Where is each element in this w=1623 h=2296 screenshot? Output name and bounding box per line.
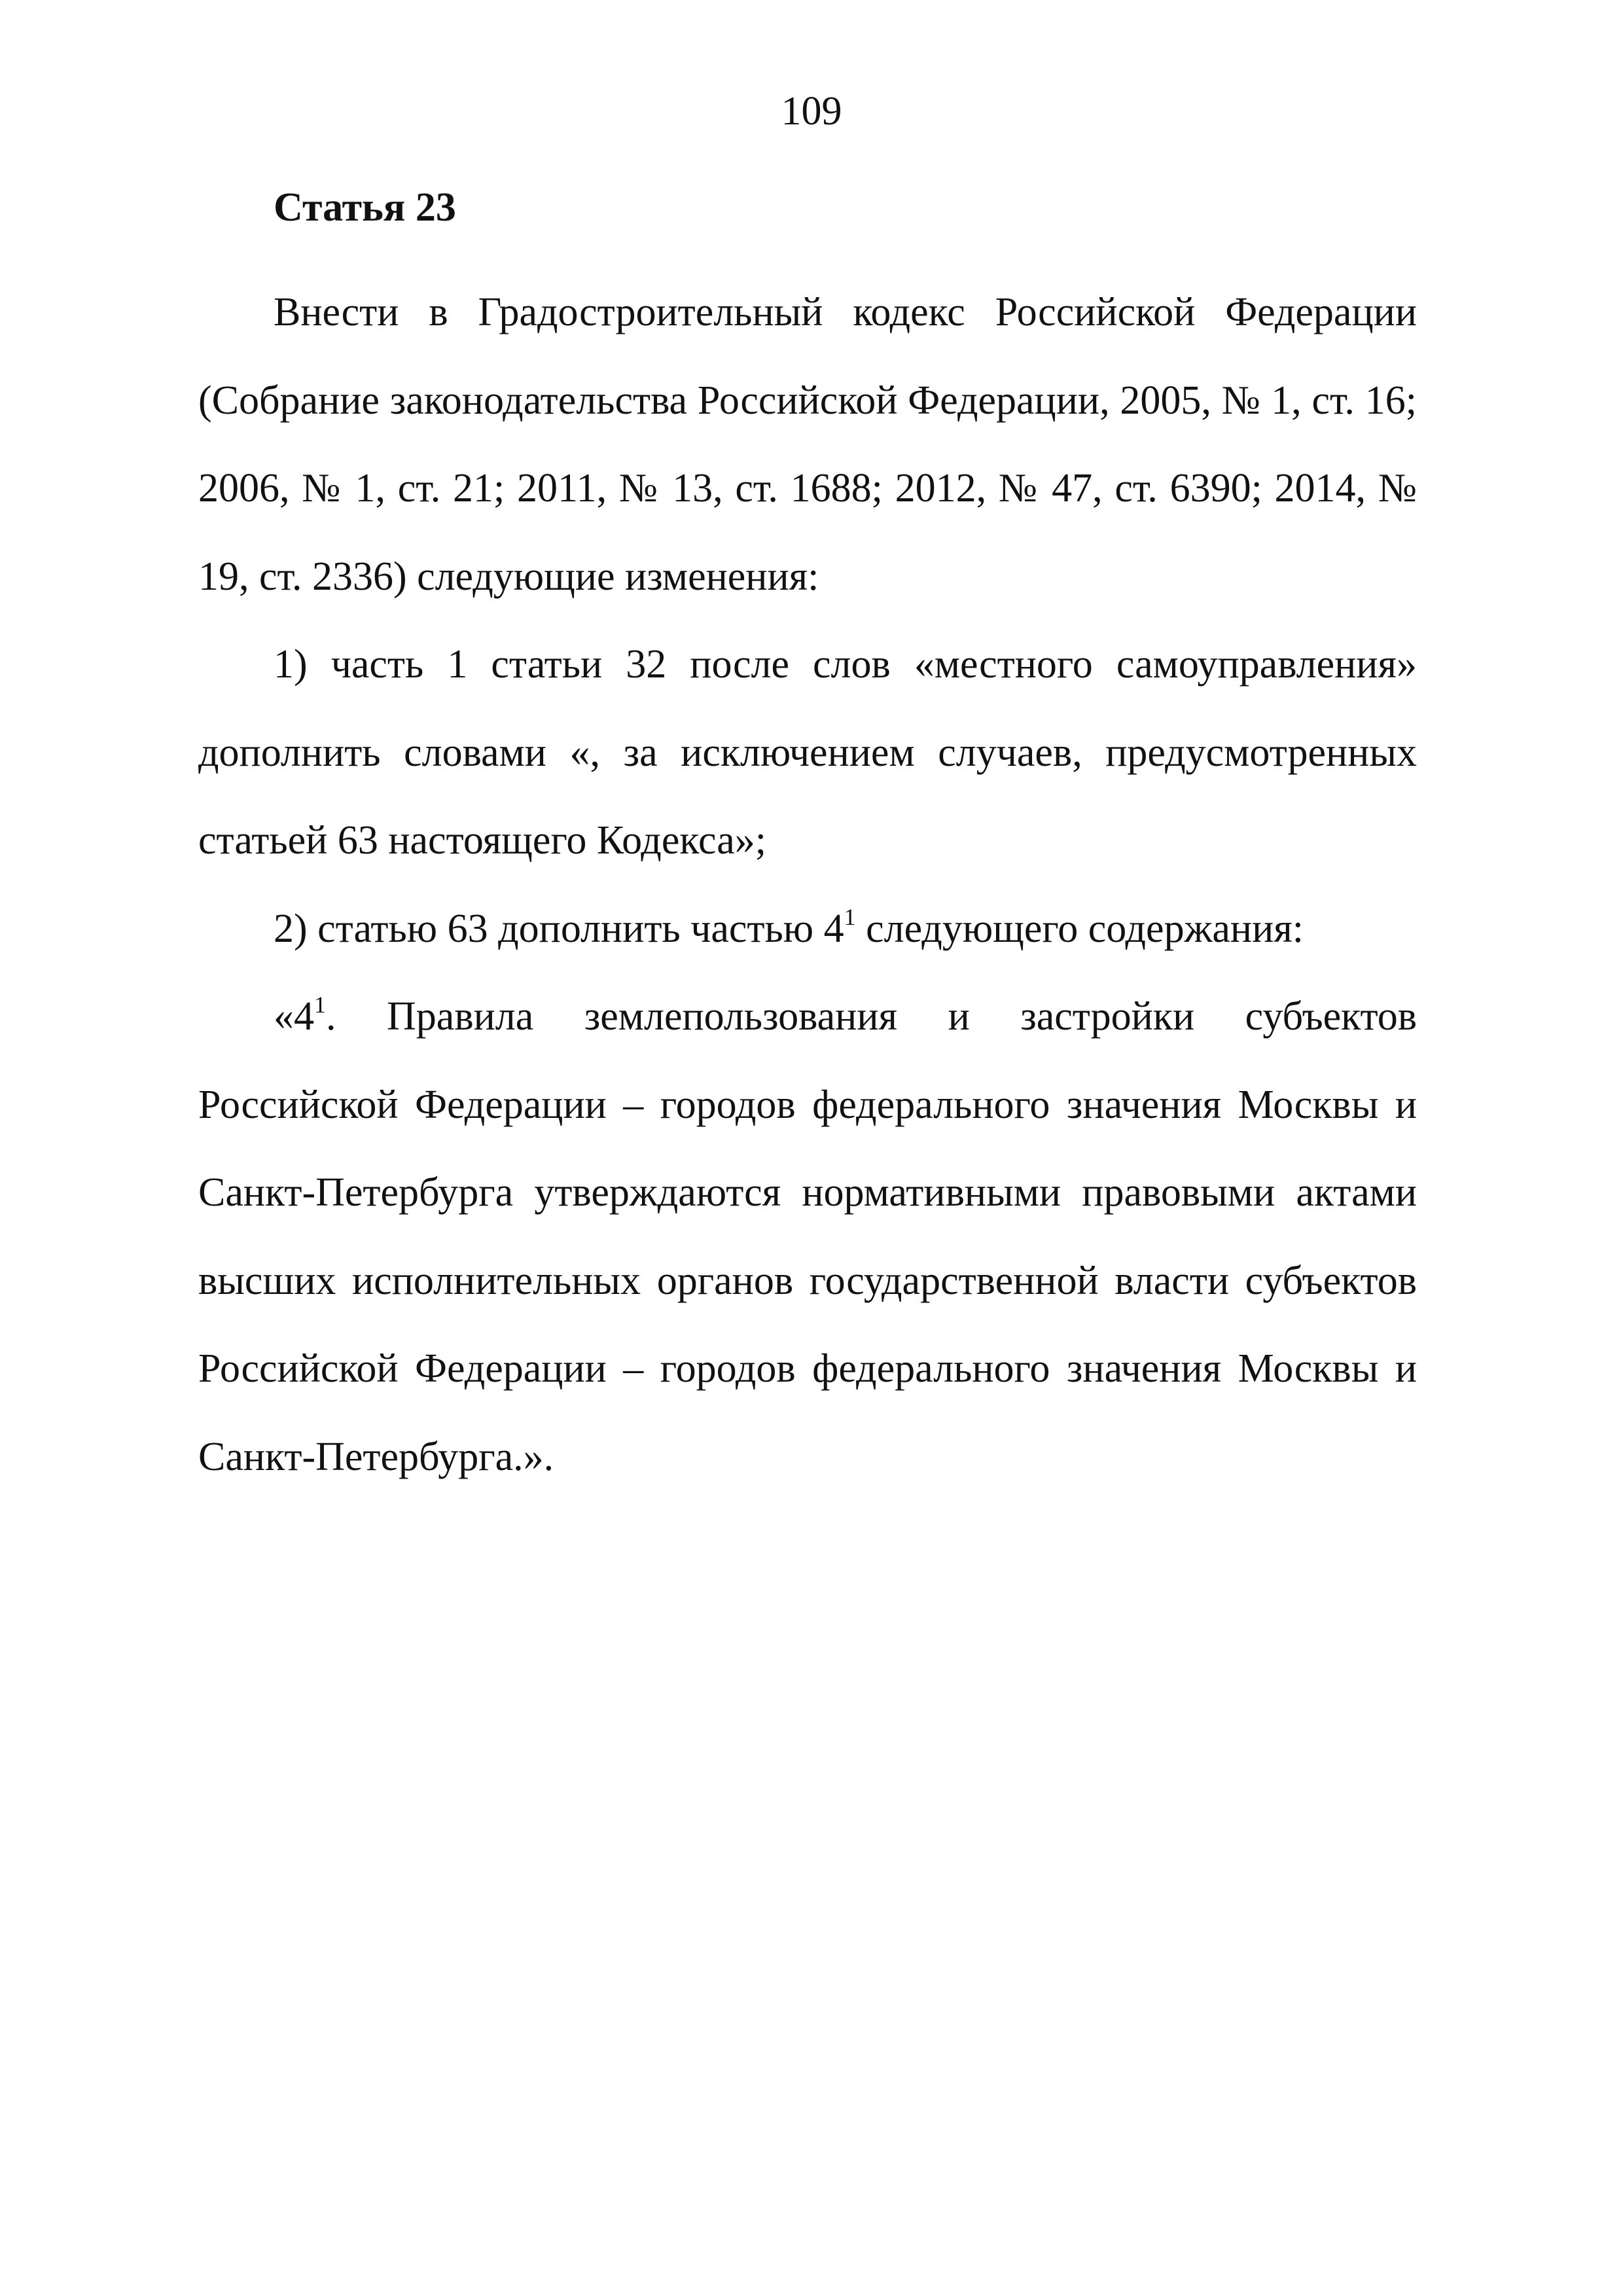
quote-text-end: . Правила землепользования и застройки субъектов Российской Федерации – городов федерального значения Москвы и Санкт-Петербурга утверждаются нормативными правовыми актами высших исполнительных органов государственной власти субъектов Российской Федерации – городов федерального значения Москвы и Санкт-Петербурга.». [198,994,1417,1479]
article-title: Статья 23 [274,185,456,230]
item-2-superscript: 1 [844,903,856,930]
paragraph-intro: Внести в Градостроительный кодекс Российской Федерации (Собрание законодательства Российской Федерации, 2005, № 1, ст. 16; 2006, № 1, ст. 21; 2011, № 13, ст. 1688; 2012, № 47, ст. 6390; 2014, № 19, ст. 2336) следующие изменения: [198,290,1417,599]
item-2-text-start: 2) статью 63 дополнить частью 4 [274,906,844,951]
article-body [198,268,1417,1501]
paragraph-item-1: 1) часть 1 статьи 32 после слов «местного самоуправления» дополнить словами «, за исключением случаев, предусмотренных статьей 63 настоящего Кодекса»; [198,642,1417,863]
item-2-text-end: следующего содержания: [855,906,1304,951]
paragraph-item-2 [198,885,1417,973]
page-number: 109 [781,89,842,134]
quote-text-start: «4 [274,994,314,1039]
quote-superscript: 1 [314,992,326,1018]
paragraph-quote [198,973,1417,1501]
